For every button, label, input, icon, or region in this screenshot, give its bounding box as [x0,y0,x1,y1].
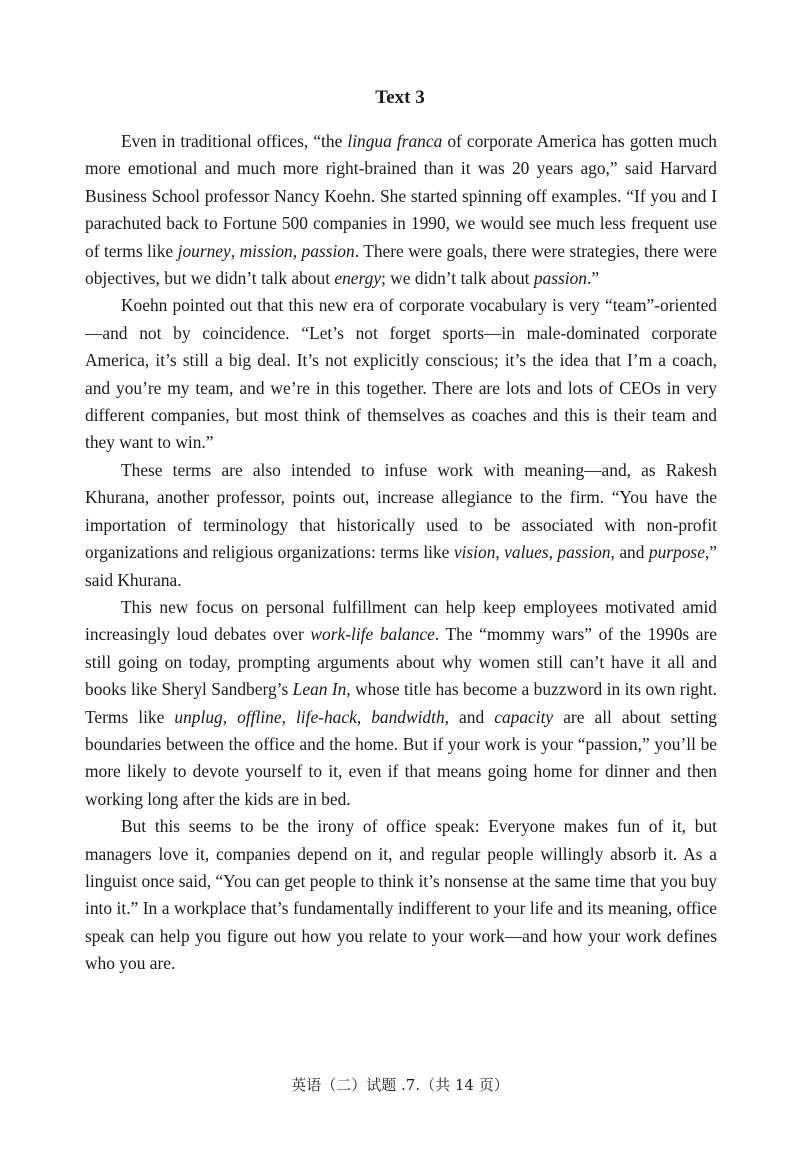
italic-term: passion [301,240,355,261]
italic-term: mission [239,240,293,261]
text-run: . The “mommy wars” of the 1990s are still going on today, prompting arguments about why women still can’t have it all and books like Sheryl Sandberg’s [85,624,717,700]
text-run: , [356,706,372,727]
text-run: ,” said Khurana. [85,542,717,590]
text-run: , [548,542,558,563]
text-run: , and [444,706,495,727]
italic-term: values [504,542,549,563]
paragraph-3 [85,457,717,594]
italic-term: passion [557,542,611,563]
text-run: Even in traditional offices, “the [121,131,348,151]
italic-term: capacity [494,706,554,727]
text-run: , whose title has become a buzzword in its own right. Terms like [85,679,717,727]
text-run: are all about setting boundaries between the office and the home. But if your work is your “passion,” you’ll be more likely to devote yourself to it, even if that means going home for dinner and then working long after the kids are in bed. [85,706,717,809]
italic-term: unplug [174,706,223,727]
text-run: of corporate America has gotten much more emotional and much more right-brained than it was 20 years ago,” said Harvard Business School professor Nancy Koehn. She started spinning off examples. “If you and I parachuted back to Fortune 500 companies in 1990, we would see much less frequent use of terms like [85,131,717,261]
text-run: But this seems to be the irony of office speak: Everyone makes fun of it, but managers love it, companies depend on it, and regular people willingly absorb it. As a linguist once said, “You can get people to think it’s nonsense at the same time that you buy into it.” In a workplace that’s fundamentally indifferent to your life and its meaning, office speak can help you figure out how you relate to your work—and how your work defines who you are. [85,816,717,974]
italic-term: lingua franca [347,131,443,151]
text-run: , [222,706,238,727]
paragraph-4 [85,594,717,813]
paragraph-5 [85,813,717,977]
paragraph-1 [85,128,717,292]
passage-body [85,128,717,978]
text-title: Text 3 [375,87,425,108]
text-run: , [281,706,296,727]
italic-term: vision [453,542,496,563]
text-run: These terms are also intended to infuse work with meaning—and, as Rakesh Khurana, another professor, points out, increase allegiance to the firm. “You have the importation of terminology that historically used to be associated with non-profit organizations and religious organizations: terms like [85,459,717,563]
text-run: . There were goals, there were strategies, there were objectives, but we didn’t talk about [85,240,717,289]
text-run: , [230,240,240,261]
text-run: Koehn pointed out that this new era of corporate vocabulary is very “team”-oriented—and not by coincidence. “Let’s not forget sports—in male-dominated corporate America, it’s still a big deal. It’s not explicitly conscious; it’s the idea that I’m a coach, and you’re my team, and we’re in this together. There are lots and lots of CEOs in very different companies, but most think of themselves as coaches and this is their team and they want to win.” [85,295,717,453]
text-run: This new focus on personal fulfillment can help keep employees motivated amid increasingly loud debates over [85,596,717,645]
italic-term: life-hack [295,706,357,727]
italic-term: passion [533,268,588,289]
italic-term: offline [237,706,282,727]
italic-term: bandwidth [371,706,445,727]
italic-term: work-life balance [310,624,435,645]
italic-term: journey [177,240,231,261]
italic-term: Lean In [292,679,347,700]
text-run: , [495,542,505,563]
italic-term: energy [334,268,382,289]
text-run: , [292,240,302,261]
text-run: , and [610,542,649,563]
text-run: ; we didn’t talk about [381,268,534,289]
italic-term: purpose [648,542,705,563]
paragraph-2 [85,292,717,456]
page-footer: 英语（二）试题 .7.（共 14 页） [291,1076,509,1094]
text-run: .” [587,268,600,289]
